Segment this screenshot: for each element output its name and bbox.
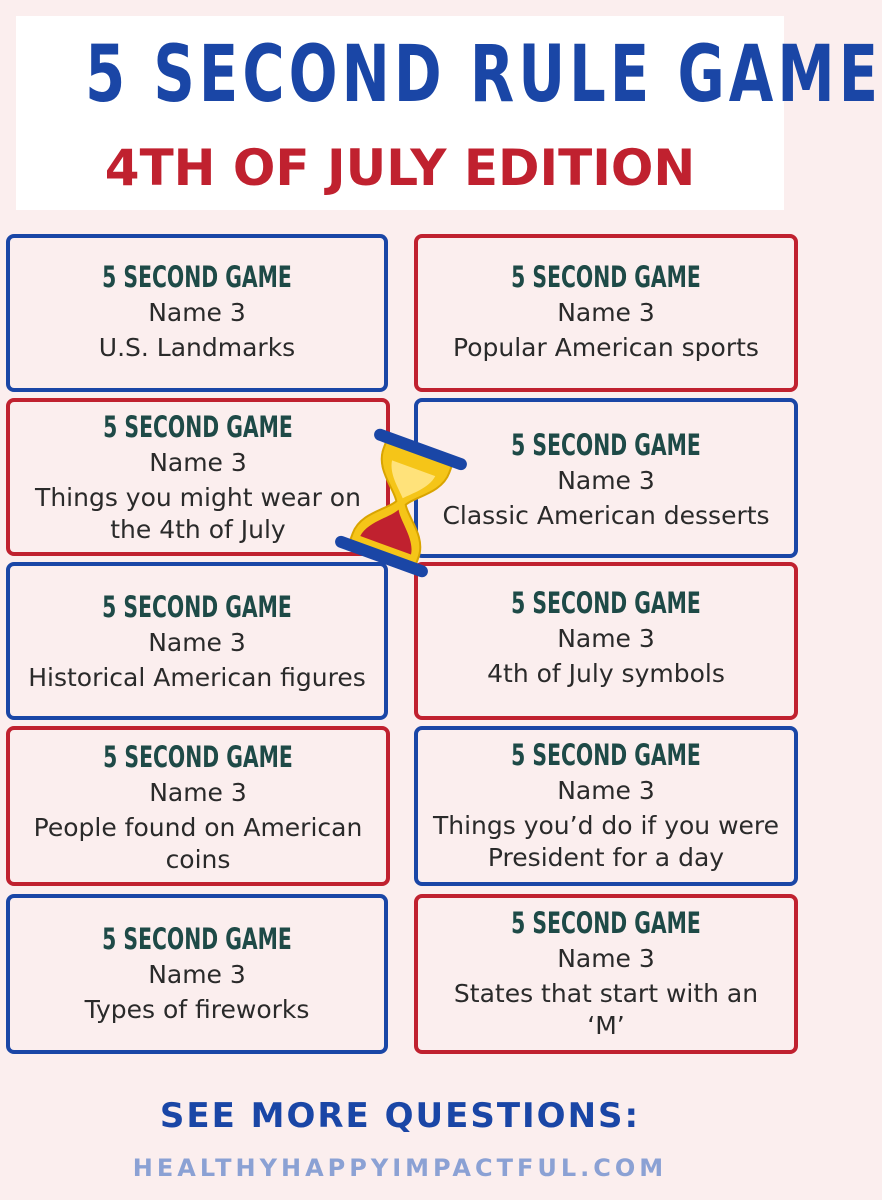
card-topic: People found on American coins — [33, 813, 363, 874]
game-card-4 — [414, 398, 798, 558]
card-instruction: Name 3 — [557, 298, 655, 327]
game-card-2 — [414, 234, 798, 392]
game-card-3 — [6, 398, 390, 556]
card-instruction: Name 3 — [557, 776, 655, 805]
card-instruction: Name 3 — [148, 960, 246, 989]
card-heading: 5 SECOND GAME — [103, 740, 293, 774]
card-topic: 4th of July symbols — [487, 659, 725, 688]
game-card-1 — [6, 234, 388, 392]
card-instruction: Name 3 — [557, 944, 655, 973]
card-heading: 5 SECOND GAME — [102, 590, 292, 624]
card-instruction: Name 3 — [557, 466, 655, 495]
hourglass-icon — [334, 428, 468, 578]
game-card-6 — [414, 562, 798, 720]
card-topic: Types of fireworks — [84, 995, 310, 1024]
page-title: 5 SECOND RULE GAME — [85, 30, 882, 120]
card-topic: Historical American figures — [28, 663, 366, 692]
card-topic: Classic American desserts — [442, 501, 770, 530]
website-link[interactable]: HEALTHYHAPPYIMPACTFUL.COM — [132, 1154, 668, 1182]
game-card-5 — [6, 562, 388, 720]
card-topic: Things you’d do if you were President for a day — [432, 811, 780, 872]
game-card-7 — [6, 726, 390, 886]
card-topic: U.S. Landmarks — [98, 333, 296, 362]
card-heading: 5 SECOND GAME — [102, 260, 292, 294]
card-instruction: Name 3 — [149, 778, 247, 807]
game-card-8 — [414, 726, 798, 886]
card-topic: States that start with an ‘M’ — [453, 979, 759, 1040]
card-heading: 5 SECOND GAME — [511, 906, 701, 940]
card-topic: Things you might wear on the 4th of July — [35, 483, 361, 544]
card-heading: 5 SECOND GAME — [511, 260, 701, 294]
card-instruction: Name 3 — [149, 448, 247, 477]
see-more-heading: SEE MORE QUESTIONS: — [159, 1096, 641, 1136]
game-card-10 — [414, 894, 798, 1054]
card-heading: 5 SECOND GAME — [102, 922, 292, 956]
card-heading: 5 SECOND GAME — [511, 428, 701, 462]
card-topic: Popular American sports — [453, 333, 759, 362]
page-subtitle: 4TH OF JULY EDITION — [104, 139, 696, 197]
card-instruction: Name 3 — [148, 628, 246, 657]
card-instruction: Name 3 — [557, 624, 655, 653]
game-card-9 — [6, 894, 388, 1054]
card-heading: 5 SECOND GAME — [511, 586, 701, 620]
card-heading: 5 SECOND GAME — [511, 738, 701, 772]
card-heading: 5 SECOND GAME — [103, 410, 293, 444]
header-banner — [16, 16, 882, 210]
card-instruction: Name 3 — [148, 298, 246, 327]
